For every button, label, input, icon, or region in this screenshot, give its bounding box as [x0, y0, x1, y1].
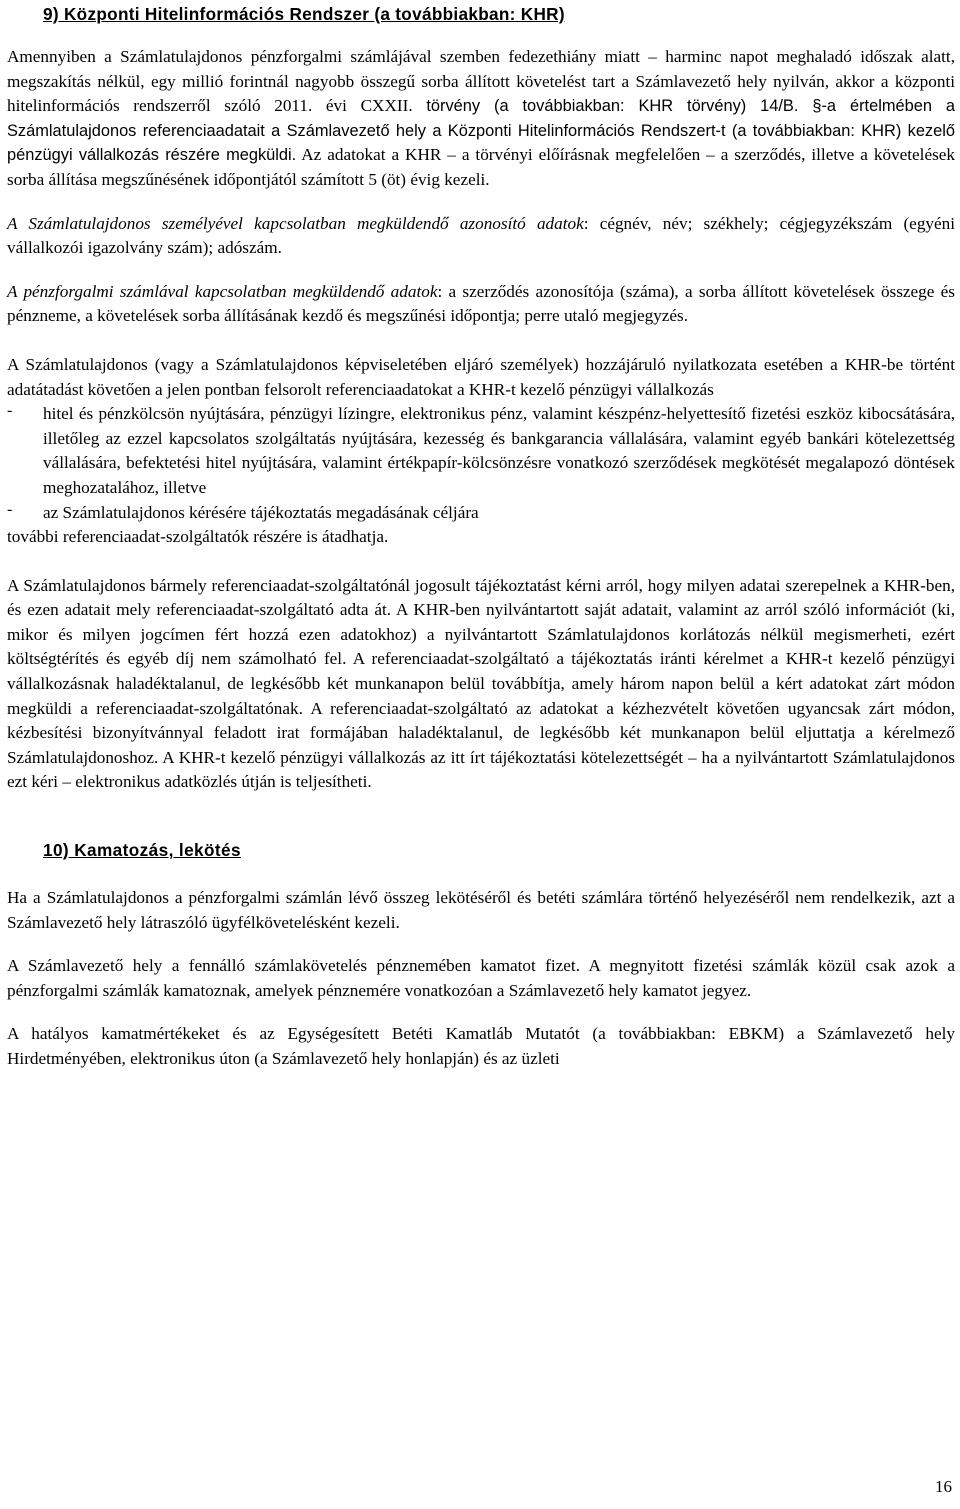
- list-item: [7, 501, 955, 526]
- list-item: [7, 402, 955, 500]
- khr-retention-text: Az adatokat a KHR – a törvényi előírásnak megfelelően – a szerződés, illetve a követelések sorba állítása megszűnésének időpontjától számított 5 (öt) évig kezeli.: [7, 145, 955, 189]
- khr-intro-text: Amennyiben a Számlatulajdonos pénzforgalmi számlájával szemben fedezethiány miatt – harminc napot meghaladó időszak alatt, megszakítás nélkül, egy millió forintnál nagyobb összegű sorba állított követelést tart a Számlavezető hely nyilván, akkor a központi hitelinformációs rendszerről szóló 2011. évi CXXII.: [7, 47, 955, 116]
- account-data-paragraph: [7, 280, 955, 329]
- consent-paragraph: A Számlatulajdonos (vagy a Számlatulajdonos képviseletében eljáró személyek) hozzájáruló nyilatkozata esetében a KHR-be történt adatátadást követően a jelen pontban felsorolt referenciaadatokat a KHR-t kezelő pénzügyi vállalkozás: [7, 354, 955, 399]
- list-item-text: az Számlatulajdonos kérésére tájékoztatás megadásának céljára: [43, 502, 479, 522]
- page-number: 16: [935, 1477, 952, 1496]
- account-data-list: : a szerződés azonosítója (száma), a sorba állított követelések összege és pénzneme, a követelések sorba állításának kezdő és megszűnési időpontja; perre utaló megjegyzés.: [7, 281, 955, 326]
- section-9-heading: 9) Központi Hitelinformációs Rendszer (a továbbiakban: KHR): [43, 4, 565, 24]
- section-10-heading: 10) Kamatozás, lekötés: [43, 840, 241, 861]
- khr-intro-paragraph: [7, 45, 955, 193]
- rates-paragraph: A hatályos kamatmértékeket és az Egységesített Betéti Kamatláb Mutatót (a továbbiakban: EBKM) a Számlavezető hely Hirdetményében, elektronikus úton (a Számlavezető hely honlapján) és az üzleti: [7, 1024, 955, 1068]
- interest-paragraph: A Számlavezető hely a fennálló számlakövetelés pénznemében kamatot fizet. A megnyitott fizetési számlák közül csak azok a pénzforgalmi számlák kamatoznak, amelyek pénznemére vonatkozóan a Számlavezető hely kamatot jegyez.: [7, 956, 955, 1000]
- identity-data-list: : cégnév, név; székhely; cégjegyzékszám (egyéni vállalkozói igazolvány szám); adószám.: [7, 213, 955, 258]
- account-data-label: A pénzforgalmi számlával kapcsolatban megküldendő adatok: [7, 281, 438, 301]
- list-item-text: hitel és pénzkölcsön nyújtására, pénzügyi lízingre, elektronikus pénz, valamint készpénz-helyettesítő fizetési eszköz kibocsátására, illetőleg az ezzel kapcsolatos szolgáltatás nyújtására, kezesség és bankgarancia vállalására, valamint egyéb bankári kötelezettség vállalására, befektetési hitel nyújtására, valamint értékpapír-kölcsönzésre vonatkozó szerződések megkötését megalapozó döntések meghozatalához, illetve: [43, 404, 955, 497]
- document-page: [7, 0, 955, 1072]
- list-dash: -: [7, 500, 13, 518]
- identity-data-label: A Számlatulajdonos személyével kapcsolatban megküldendő azonosító adatok: [7, 213, 584, 233]
- list-dash: -: [7, 402, 13, 420]
- deposit-paragraph: Ha a Számlatulajdonos a pénzforgalmi számlán lévő összeg lekötéséről és betéti számlára történő helyezéséről nem rendelkezik, azt a Számlavezető hely látraszóló ügyfélkövetelésként kezeli.: [7, 888, 955, 932]
- consent-paragraph-end: további referenciaadat-szolgáltatók részére is átadhatja.: [7, 527, 389, 547]
- khr-law-reference: törvény (a továbbiakban: KHR törvény) 14/B. §-a értelmében a Számlatulajdonos referenciaadatait a Számlavezető hely a Központi Hitelinformációs Rendszert-t (a továbbiakban: KHR) kezelő pénzügyi vállalkozás részére megküldi.: [7, 97, 955, 165]
- information-request-paragraph: A Számlatulajdonos bármely referenciaadat-szolgáltatónál jogosult tájékoztatást kérni arról, hogy milyen adatai szerepelnek a KHR-ben, és ezen adatait mely referenciaadat-szolgáltató adta át. A KHR-ben nyilvántartott saját adatait, valamint az arról szóló információt (ki, mikor és milyen jogcímen fért hozzá ezen adatokhoz) a nyilvántartott Számlatulajdonos korlátozás nélkül megismerheti, ezért költségtérítés és egyéb díj nem számolható fel. A referenciaadat-szolgáltató a tájékoztatás iránti kérelmet a KHR-t kezelő pénzügyi vállalkozásnak haladéktalanul, de legkésőbb két munkanapon belül továbbítja, amely három napon belül a kért adatokat zárt módon megküldi a referenciaadat-szolgáltatónak. A referenciaadat-szolgáltató az adatokat a kézhezvételt követően ugyancsak zárt módon, kézbesítési bizonyítvánnyal feladott irat formájában haladéktalanul, de legkésőbb két munkanapon belül eljuttatja a kérelmező Számlatulajdonoshoz. A KHR-t kezelő pénzügyi vállalkozás az itt írt tájékoztatási kötelezettségét – ha a nyilvántartott Számlatulajdonos ezt kéri – elektronikus adatközlés útján is teljesítheti.: [7, 575, 955, 792]
- identity-data-paragraph: [7, 212, 955, 261]
